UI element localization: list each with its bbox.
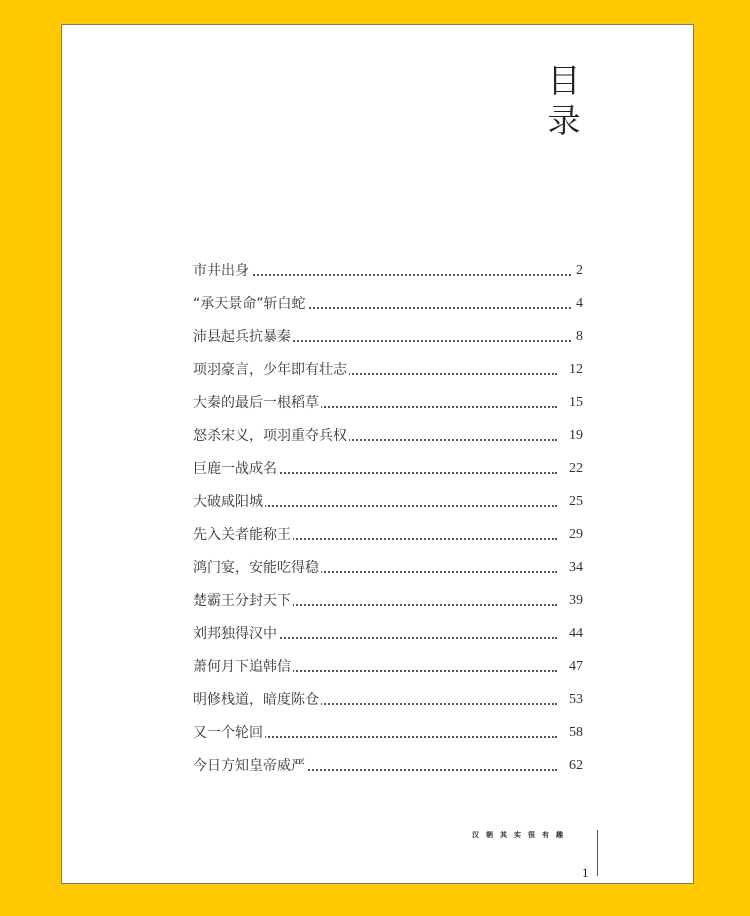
- toc-entry-title: 市井出身: [193, 260, 251, 282]
- toc-entry[interactable]: [193, 293, 583, 326]
- toc-entry-title: 楚霸王分封天下: [193, 590, 293, 612]
- page-title: [546, 61, 582, 141]
- toc-entry-page-number: 34: [565, 557, 583, 579]
- toc-entry[interactable]: [193, 392, 583, 425]
- toc-entry-page-number: 53: [565, 689, 583, 711]
- toc-entry-title: 鸿门宴，安能吃得稳: [193, 557, 321, 579]
- toc-entry-title: 萧何月下追韩信: [193, 656, 293, 678]
- toc-entry[interactable]: [193, 491, 583, 524]
- toc-entry-page-number: 47: [565, 656, 583, 678]
- toc-entry-title: 巨鹿一战成名: [193, 458, 279, 480]
- toc-entry[interactable]: [193, 425, 583, 458]
- toc-entry-page-number: 12: [565, 359, 583, 381]
- toc-entry-title: 沛县起兵抗暴秦: [193, 326, 293, 348]
- toc-entry-title: “承天景命”斩白蛇: [193, 293, 308, 315]
- toc-entry-title: 又一个轮回: [193, 722, 265, 744]
- book-page: [61, 24, 694, 884]
- toc-entry-title: 明修栈道，暗度陈仓: [193, 689, 321, 711]
- running-footer-title: 汉朝其实很有趣: [472, 830, 570, 839]
- toc-entry-page-number: 25: [565, 491, 583, 513]
- toc-entry[interactable]: [193, 755, 583, 788]
- toc-entry[interactable]: [193, 557, 583, 590]
- toc-entry-page-number: 2: [572, 260, 583, 282]
- page-number: 1: [582, 865, 589, 880]
- toc-entry[interactable]: [193, 590, 583, 623]
- toc-entry[interactable]: [193, 326, 583, 359]
- toc-entry-page-number: 58: [565, 722, 583, 744]
- toc-entry-title: 大秦的最后一根稻草: [193, 392, 321, 414]
- toc-entry-page-number: 22: [565, 458, 583, 480]
- toc-entry[interactable]: [193, 623, 583, 656]
- toc-entry-title: 怒杀宋义，项羽重夺兵权: [193, 425, 349, 447]
- toc-entry[interactable]: [193, 458, 583, 491]
- toc-entry-title: 先入关者能称王: [193, 524, 293, 546]
- toc-entry-title: 今日方知皇帝威严: [193, 755, 307, 777]
- toc-entry[interactable]: [193, 689, 583, 722]
- toc-entry-page-number: 44: [565, 623, 583, 645]
- toc-entry[interactable]: [193, 260, 583, 293]
- footer-divider: [597, 830, 598, 876]
- toc-entry-page-number: 39: [565, 590, 583, 612]
- toc-entry[interactable]: [193, 359, 583, 392]
- table-of-contents: [193, 260, 583, 788]
- toc-entry-page-number: 19: [565, 425, 583, 447]
- toc-entry[interactable]: [193, 722, 583, 755]
- toc-entry-title: 项羽豪言，少年即有壮志: [193, 359, 349, 381]
- toc-entry-page-number: 15: [565, 392, 583, 414]
- page-title-char-2: 录: [547, 101, 581, 140]
- toc-entry-title: 刘邦独得汉中: [193, 623, 279, 645]
- toc-entry[interactable]: [193, 524, 583, 557]
- toc-entry-page-number: 8: [572, 326, 583, 348]
- toc-entry-title: 大破咸阳城: [193, 491, 265, 513]
- page-title-char-1: 目: [547, 61, 581, 100]
- toc-entry[interactable]: [193, 656, 583, 689]
- toc-entry-page-number: 29: [565, 524, 583, 546]
- toc-entry-page-number: 62: [565, 755, 583, 777]
- toc-entry-page-number: 4: [572, 293, 583, 315]
